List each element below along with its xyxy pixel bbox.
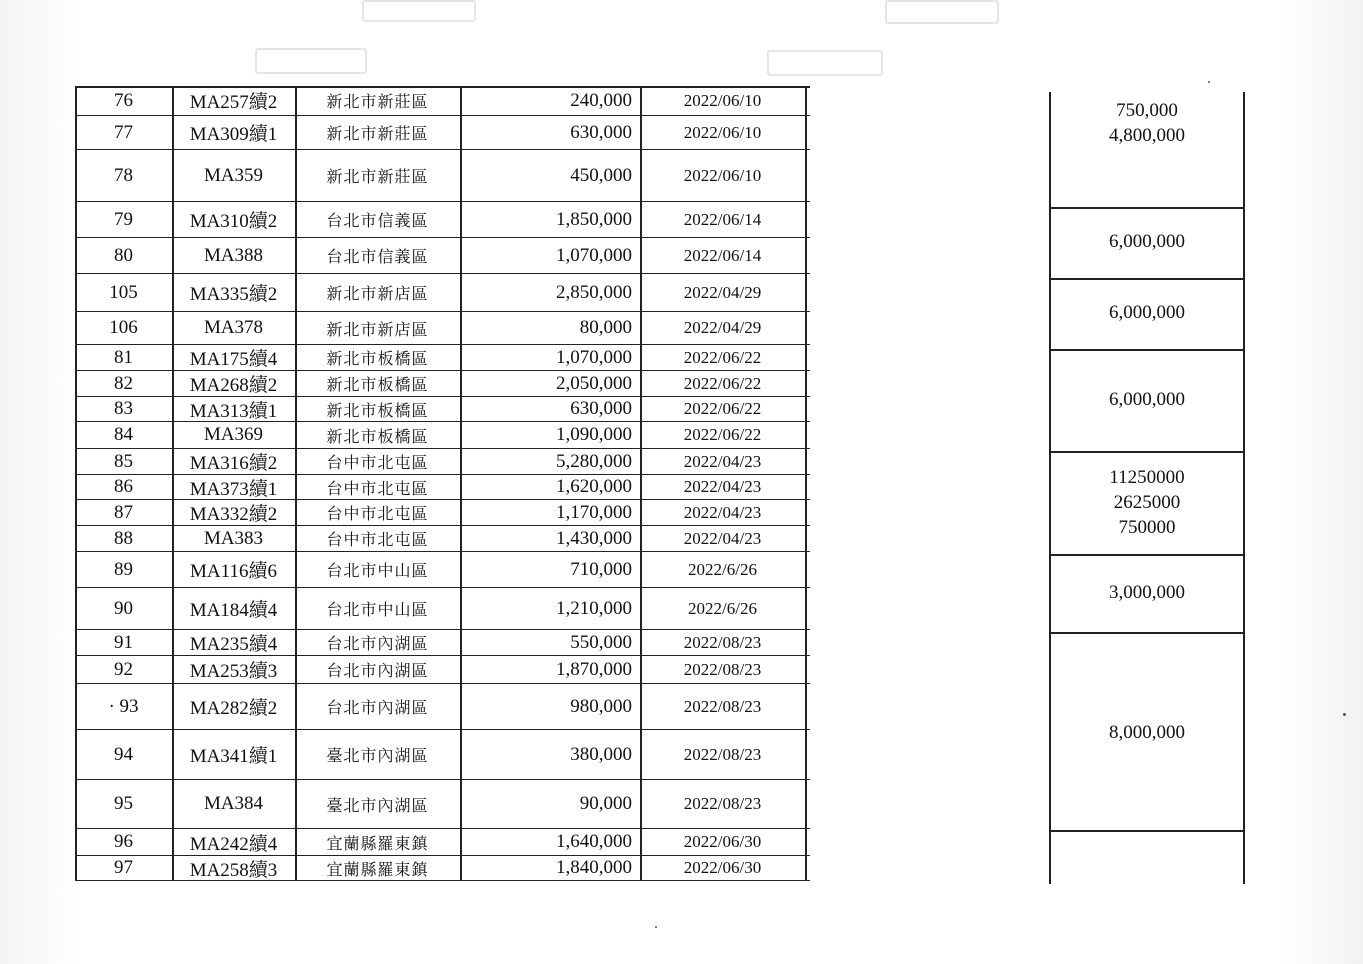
date-cell: 2022/04/23: [683, 528, 762, 548]
amount-cell: 1,090,000: [556, 424, 632, 445]
table-row: [75, 475, 810, 500]
case-code-cell: MA309續1: [189, 124, 278, 145]
row-number-cell: 95: [114, 793, 133, 814]
table-row: [75, 86, 810, 116]
location-cell: 台北市信義區: [326, 247, 429, 266]
table-row: [75, 202, 810, 238]
date-cell: 2022/06/14: [683, 209, 762, 229]
scan-speck: [655, 926, 657, 928]
scan-speck: [1208, 81, 1210, 83]
subtotal-value: 750,000: [1116, 100, 1178, 121]
table-row: [75, 552, 810, 588]
table-row: [75, 829, 810, 856]
table-row: [75, 500, 810, 526]
subtotal-value: 8,000,000: [1109, 722, 1185, 743]
location-cell: 台北市信義區: [326, 211, 429, 230]
case-code-cell: MA332續2: [189, 504, 278, 525]
row-number-cell: 80: [114, 244, 133, 266]
amount-cell: 2,850,000: [556, 281, 632, 303]
location-cell: 台中市北屯區: [326, 453, 429, 472]
table-row: [75, 238, 810, 274]
row-number-cell: 76: [114, 89, 133, 111]
date-cell: 2022/06/22: [683, 347, 762, 367]
date-cell: 2022/06/30: [683, 832, 762, 851]
row-number-cell: 78: [114, 164, 133, 186]
table-row: [75, 449, 810, 475]
case-code-cell: MA313續1: [189, 400, 278, 422]
location-cell: 新北市板橋區: [326, 349, 429, 368]
row-number-cell: 91: [114, 631, 133, 653]
blank-middle-area: [812, 86, 1048, 881]
location-cell: 臺北市內湖區: [326, 746, 429, 765]
case-code-cell: MA388: [203, 244, 264, 266]
date-cell: 2022/08/23: [683, 696, 762, 716]
case-code-cell: MA335續2: [189, 284, 278, 305]
subtotal-value: 3,000,000: [1109, 582, 1185, 603]
date-cell: 2022/06/14: [683, 245, 762, 265]
location-cell: 新北市板橋區: [326, 400, 429, 420]
subtotal-value: 6,000,000: [1109, 231, 1185, 252]
right-column-divider: [1049, 349, 1245, 351]
faint-stamp-3: [255, 48, 367, 74]
amount-cell: 450,000: [570, 164, 632, 186]
table-row: [75, 371, 810, 397]
table-row: [75, 397, 810, 422]
table-row: [75, 684, 810, 730]
date-cell: 2022/06/10: [683, 165, 762, 185]
date-cell: 2022/04/29: [683, 282, 762, 302]
row-number-cell: 82: [114, 372, 133, 394]
case-code-cell: MA184續4: [189, 600, 278, 621]
right-column-divider: [1049, 554, 1245, 556]
right-column-divider: [1049, 632, 1245, 634]
table-row: [75, 656, 810, 684]
case-code-cell: MA282續2: [189, 698, 278, 719]
location-cell: 台北市中山區: [326, 561, 429, 580]
amount-cell: 710,000: [570, 558, 632, 580]
date-cell: 2022/6/26: [688, 598, 757, 618]
faint-stamp-2: [885, 0, 999, 24]
case-code-cell: MA242續4: [189, 833, 278, 855]
amount-cell: 1,430,000: [556, 527, 632, 549]
row-number-cell: 106: [109, 317, 138, 338]
table-row: [75, 730, 810, 780]
date-cell: 2022/04/23: [683, 477, 762, 496]
case-code-cell: MA235續4: [189, 634, 278, 655]
location-cell: 新北市新莊區: [326, 124, 429, 143]
location-cell: 台北市內湖區: [326, 661, 429, 680]
case-code-cell: MA373續1: [189, 478, 278, 500]
amount-cell: 2,050,000: [556, 372, 632, 394]
amount-cell: 980,000: [570, 695, 632, 717]
amount-cell: 380,000: [570, 743, 632, 765]
date-cell: 2022/06/22: [683, 373, 762, 393]
date-cell: 2022/08/23: [683, 632, 762, 652]
case-code-cell: MA253續3: [189, 661, 278, 682]
case-code-cell: MA341續1: [189, 746, 278, 767]
row-number-cell: 79: [114, 208, 133, 230]
table-row: [75, 312, 810, 345]
row-number-cell: 105: [109, 281, 138, 303]
subtotal-value: 750000: [1118, 517, 1176, 538]
date-cell: 2022/06/30: [683, 858, 762, 877]
case-code-cell: MA257續2: [189, 92, 278, 113]
amount-cell: 1,070,000: [556, 244, 632, 266]
date-cell: 2022/08/23: [683, 744, 762, 764]
case-code-cell: MA258續3: [189, 859, 278, 881]
case-code-cell: MA316續2: [189, 453, 278, 474]
amount-cell: 1,170,000: [556, 501, 632, 523]
right-column-divider: [1049, 830, 1245, 832]
subtotal-value: 6,000,000: [1109, 389, 1185, 410]
row-number-cell: 89: [114, 558, 133, 580]
location-cell: 宜蘭縣羅東鎮: [326, 859, 429, 879]
row-number-cell: 81: [114, 346, 133, 368]
faint-stamp-1: [362, 0, 476, 22]
table-row: [75, 150, 810, 202]
right-column-divider: [1049, 451, 1245, 453]
row-number-cell: 77: [114, 121, 133, 143]
right-column-divider: [1049, 278, 1245, 280]
amount-cell: 1,850,000: [556, 208, 632, 230]
table-row: [75, 588, 810, 630]
case-code-cell: MA359: [203, 164, 264, 186]
amount-cell: 1,620,000: [556, 476, 632, 497]
subtotal-value: 6,000,000: [1109, 302, 1185, 323]
row-number-cell: 94: [114, 743, 133, 765]
table-row: [75, 422, 810, 449]
case-code-cell: MA369: [203, 424, 264, 445]
date-cell: 2022/06/10: [683, 122, 762, 142]
case-code-cell: MA310續2: [189, 211, 278, 232]
table-row: [75, 345, 810, 371]
amount-cell: 1,070,000: [556, 346, 632, 368]
location-cell: 新北市板橋區: [326, 375, 429, 394]
date-cell: 2022/08/23: [683, 794, 762, 813]
case-code-cell: MA268續2: [189, 375, 278, 396]
location-cell: 台北市內湖區: [326, 634, 429, 653]
amount-cell: 90,000: [579, 793, 632, 814]
location-cell: 新北市板橋區: [326, 426, 429, 446]
amount-cell: 5,280,000: [556, 450, 632, 472]
location-cell: 新北市新莊區: [326, 167, 429, 186]
amount-cell: 80,000: [579, 317, 632, 338]
subtotal-column: [1049, 92, 1245, 884]
row-number-cell: 85: [114, 450, 133, 472]
case-code-cell: MA175續4: [189, 349, 278, 370]
location-cell: 臺北市內湖區: [326, 795, 429, 815]
amount-cell: 240,000: [570, 89, 632, 111]
table-row: [75, 856, 810, 881]
row-number-cell: 86: [114, 476, 133, 497]
table-row: [75, 116, 810, 150]
subtotal-value: 11250000: [1109, 467, 1185, 488]
location-cell: 新北市新店區: [326, 284, 429, 303]
case-code-cell: MA378: [203, 317, 264, 338]
amount-cell: 550,000: [570, 631, 632, 653]
date-cell: 2022/06/22: [683, 425, 762, 444]
amount-cell: 1,210,000: [556, 597, 632, 619]
date-cell: 2022/04/23: [683, 502, 762, 522]
location-cell: 新北市新莊區: [326, 92, 429, 111]
amount-cell: 630,000: [570, 121, 632, 143]
date-cell: 2022/04/29: [683, 318, 762, 337]
location-cell: 台中市北屯區: [326, 478, 429, 498]
amount-cell: 1,840,000: [556, 857, 632, 878]
date-cell: 2022/06/10: [683, 90, 762, 110]
row-number-cell: 90: [114, 597, 133, 619]
row-number-cell: 84: [114, 424, 133, 445]
row-number-cell: · 93: [108, 695, 139, 717]
table-row: [75, 630, 810, 656]
table-row: [75, 780, 810, 829]
right-column-divider: [1049, 207, 1245, 209]
row-number-cell: 88: [114, 527, 133, 549]
amount-cell: 1,640,000: [556, 831, 632, 852]
date-cell: 2022/04/23: [683, 451, 762, 471]
subtotal-value: 2625000: [1113, 492, 1181, 513]
case-code-cell: MA383: [203, 527, 264, 549]
table-row: [75, 274, 810, 312]
row-number-cell: 92: [114, 658, 133, 680]
date-cell: 2022/08/23: [683, 659, 762, 679]
location-cell: 台北市中山區: [326, 600, 429, 619]
row-number-cell: 83: [114, 398, 133, 419]
scan-speck: [1343, 713, 1346, 716]
faint-stamp-4: [767, 50, 883, 76]
row-number-cell: 97: [114, 857, 133, 878]
row-number-cell: 87: [114, 501, 133, 523]
location-cell: 宜蘭縣羅東鎮: [326, 833, 429, 853]
amount-cell: 630,000: [570, 398, 632, 419]
location-cell: 新北市新店區: [326, 319, 429, 339]
date-cell: 2022/06/22: [683, 399, 762, 418]
location-cell: 台中市北屯區: [326, 504, 429, 523]
case-code-cell: MA384: [203, 793, 264, 814]
case-code-cell: MA116續6: [190, 561, 277, 582]
amount-cell: 1,870,000: [556, 658, 632, 680]
location-cell: 台北市內湖區: [326, 698, 429, 717]
location-cell: 台中市北屯區: [326, 530, 429, 549]
date-cell: 2022/6/26: [688, 559, 757, 579]
row-number-cell: 96: [114, 831, 133, 852]
table-row: [75, 526, 810, 552]
subtotal-value: 4,800,000: [1109, 125, 1185, 146]
